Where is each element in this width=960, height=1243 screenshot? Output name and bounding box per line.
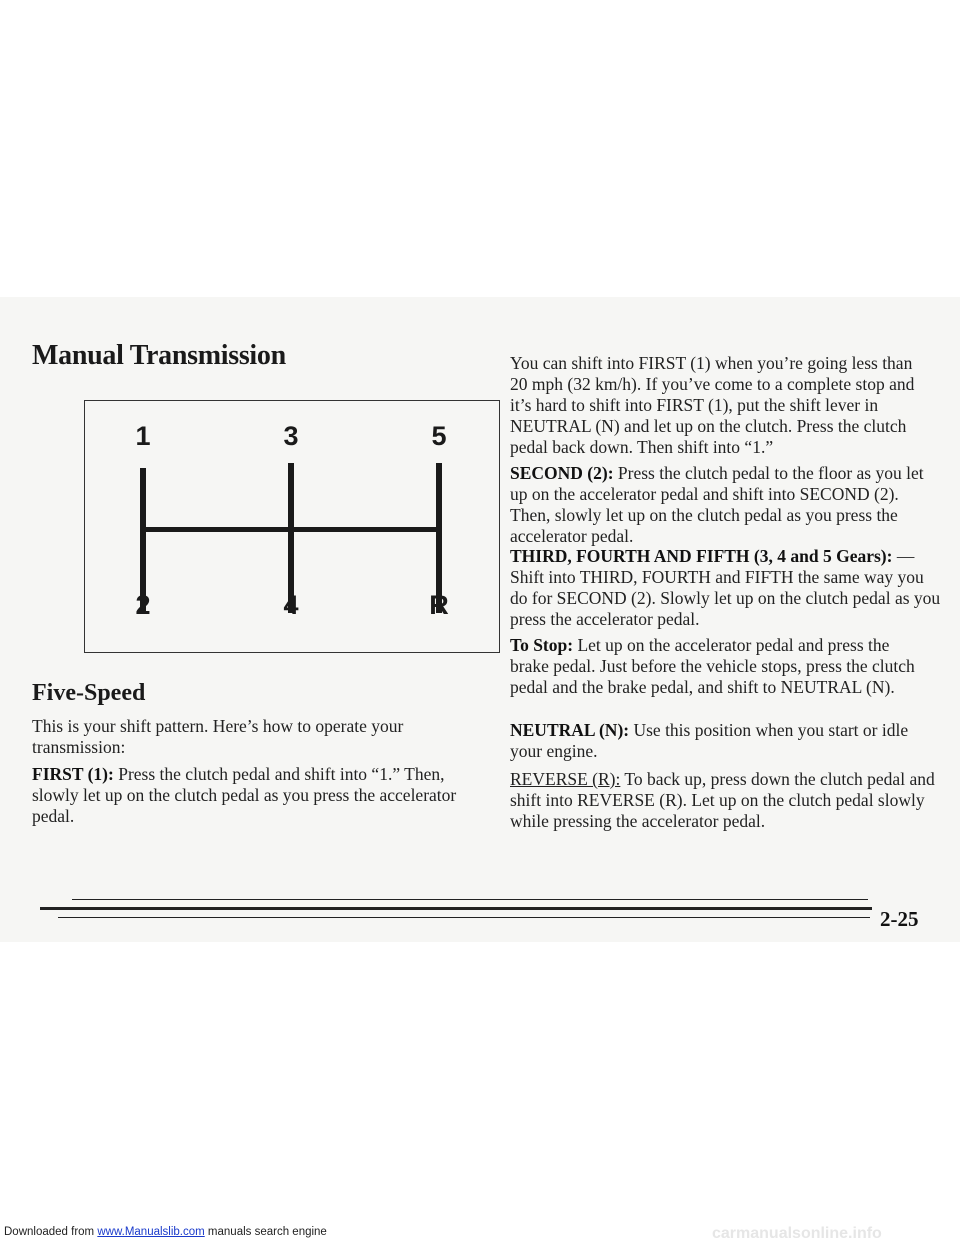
shift-pattern-diagram: [84, 400, 500, 653]
reverse-label: REVERSE (R):: [510, 769, 621, 789]
neutral-crossbar: [140, 527, 442, 532]
download-footer: [4, 1226, 327, 1238]
stop-label: To Stop:: [510, 635, 574, 655]
page-number: 2-25: [880, 907, 919, 931]
first-gear-label: FIRST (1):: [32, 764, 114, 784]
reverse-paragraph: [510, 769, 942, 832]
shift-first-paragraph: [510, 353, 934, 458]
gear-label-5: 5: [431, 421, 447, 451]
gear-label-3: 3: [283, 421, 299, 451]
stop-paragraph: [510, 635, 930, 698]
first-gear-text: Press the clutch pedal and shift into “1.” Then, slowly let up on the clutch pedal as you press the accelerator pedal.: [32, 764, 457, 826]
stop-text: Let up on the accelerator pedal and press the brake pedal. Just before the vehicle stops, press the clutch pedal and the brake pedal, and shift to NEUTRAL (N).: [510, 635, 915, 697]
intro-paragraph: [32, 716, 472, 758]
higher-gears-label: THIRD, FOURTH AND FIFTH (3, 4 and 5 Gears):: [510, 546, 893, 566]
first-gear-paragraph: [32, 764, 494, 827]
footer-suffix: manuals search engine: [207, 1226, 327, 1238]
page-title: Manual Transmission: [32, 340, 286, 371]
higher-gears-text: — Shift into THIRD, FOURTH and FIFTH the same way you do for SECOND (2). Slowly let up on the clutch pedal as you press the accelerator pedal.: [510, 546, 941, 629]
second-gear-paragraph: [510, 463, 930, 547]
gear-label-2: 2: [135, 590, 151, 620]
gear-label-1: 1: [135, 421, 151, 451]
footer-rule-thin: [72, 899, 868, 900]
footer-prefix: Downloaded from: [4, 1226, 95, 1238]
gear-label-4: 4: [283, 590, 299, 620]
shift-first-text: You can shift into FIRST (1) when you’re going less than 20 mph (32 km/h). If you’ve come to a complete stop and it’s hard to shift into FIRST (1), put the shift lever in NEUTRAL (N) and let up on the clutch. Press the clutch pedal back down. Then shift into “1.”: [510, 353, 915, 457]
neutral-text: Use this position when you start or idle your engine.: [510, 720, 909, 761]
manualslib-link[interactable]: www.Manualslib.com: [97, 1226, 205, 1238]
intro-text: This is your shift pattern. Here’s how to operate your transmission:: [32, 716, 404, 757]
watermark: carmanualsonline.info: [712, 1225, 882, 1242]
higher-gears-paragraph: [510, 546, 942, 630]
second-gear-text: Press the clutch pedal to the floor as you let up on the accelerator pedal and shift into SECOND (2). Then, slowly let up on the clutch pedal as you press the accelerator pedal.: [510, 463, 924, 546]
neutral-label: NEUTRAL (N):: [510, 720, 630, 740]
neutral-paragraph: [510, 720, 930, 762]
section-subtitle: Five-Speed: [32, 680, 146, 706]
gear-label-r: R: [429, 590, 449, 620]
second-gear-label: SECOND (2):: [510, 463, 614, 483]
footer-rule-thick: [40, 907, 872, 910]
reverse-text: To back up, press down the clutch pedal and shift into REVERSE (R). Let up on the clutch pedal slowly while pressing the accelerator pedal.: [510, 769, 935, 831]
footer-rule-thin-2: [58, 917, 870, 918]
